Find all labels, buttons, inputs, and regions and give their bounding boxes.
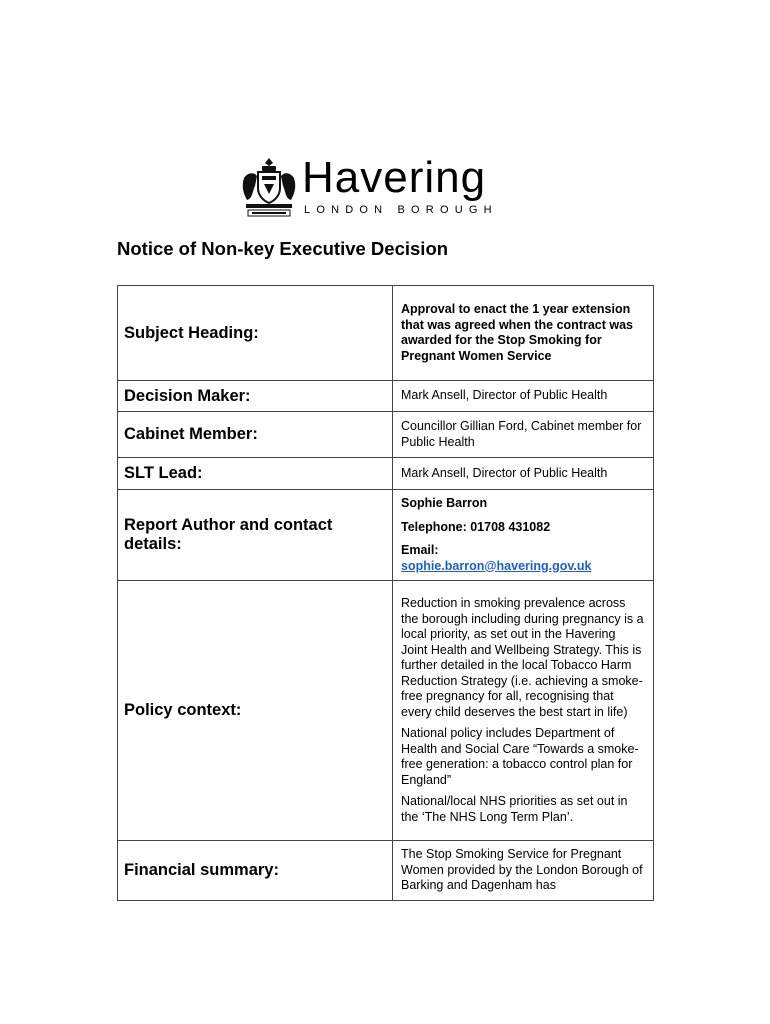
table-row [118, 458, 654, 490]
financial-summary-label: Financial summary: [118, 841, 393, 901]
havering-logo [240, 152, 525, 220]
subject-value: Approval to enact the 1 year extension that was agreed when the contract was awarded for the Stop Smoking for Pregnant Women Service [393, 286, 654, 381]
cabinet-member-label: Cabinet Member: [118, 412, 393, 458]
author-telephone: Telephone: 01708 431082 [401, 519, 551, 534]
report-author-value [393, 490, 654, 581]
author-email-link[interactable]: sophie.barron@havering.gov.uk [401, 558, 592, 573]
logo-wordmark: Havering [302, 153, 487, 202]
subject-label: Subject Heading: [118, 286, 393, 381]
policy-paragraph: Reduction in smoking prevalence across the borough including during pregnancy is a local priority, as set out in the Havering Joint Health and Wellbeing Strategy. This is further detailed in the local Tobacco Harm Reduction Strategy (i.e. achieving a smoke-free pregnancy for all, recognising that every child deserves the best start in life) [401, 596, 644, 719]
policy-paragraph: National/local NHS priorities as set out in the ‘The NHS Long Term Plan’. [401, 794, 628, 824]
slt-lead-value: Mark Ansell, Director of Public Health [393, 458, 654, 490]
policy-context-label: Policy context: [118, 581, 393, 841]
coat-of-arms-icon [240, 156, 298, 218]
decision-maker-value: Mark Ansell, Director of Public Health [393, 381, 654, 412]
table-row [118, 581, 654, 841]
slt-lead-label: SLT Lead: [118, 458, 393, 490]
table-row [118, 841, 654, 901]
page-title: Notice of Non-key Executive Decision [117, 238, 449, 259]
table-row [118, 490, 654, 581]
decision-table [117, 285, 654, 901]
decision-maker-label: Decision Maker: [118, 381, 393, 412]
report-author-label: Report Author and contact details: [118, 490, 393, 581]
policy-context-value [393, 581, 654, 841]
author-email-label: Email: [401, 543, 439, 557]
table-row [118, 381, 654, 412]
table-row [118, 286, 654, 381]
financial-summary-value: The Stop Smoking Service for Pregnant Women provided by the London Borough of Barking and Dagenham has [393, 841, 654, 901]
logo-subtitle: LONDON BOROUGH [304, 204, 498, 216]
author-name: Sophie Barron [401, 496, 488, 510]
policy-paragraph: National policy includes Department of Health and Social Care “Towards a smoke-free generation: a tobacco control plan for England” [401, 726, 639, 787]
cabinet-member-value: Councillor Gillian Ford, Cabinet member for Public Health [393, 412, 654, 458]
table-row [118, 412, 654, 458]
